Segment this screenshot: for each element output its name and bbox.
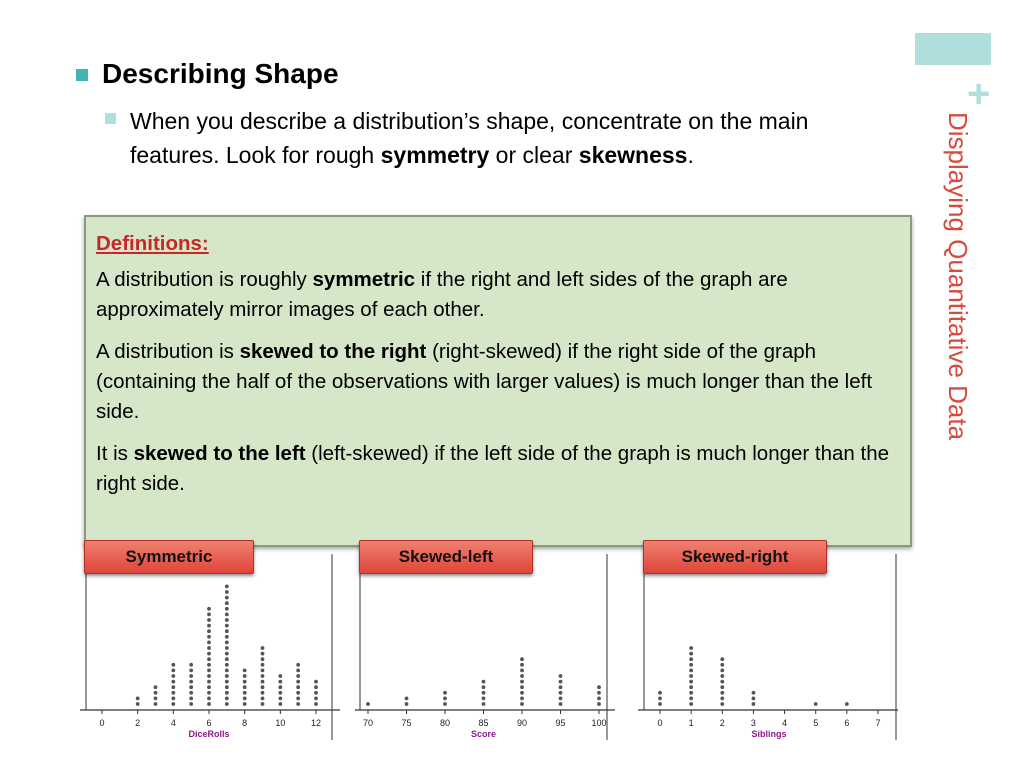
data-dot — [243, 697, 247, 701]
data-dot — [225, 590, 229, 594]
data-dot — [225, 697, 229, 701]
tick-label: 90 — [516, 718, 528, 728]
tick-label: 2 — [719, 718, 725, 728]
tick-label: 0 — [99, 718, 105, 728]
data-dot — [296, 680, 300, 684]
data-dot — [243, 691, 247, 695]
data-dot — [243, 674, 247, 678]
data-dot — [366, 702, 370, 706]
data-dot — [689, 680, 693, 684]
dotplot-siblings — [638, 548, 898, 740]
data-dot — [225, 624, 229, 628]
data-dot — [689, 674, 693, 678]
data-dot — [296, 663, 300, 667]
tick-label: 95 — [555, 718, 566, 728]
data-dot — [689, 663, 693, 667]
data-dot — [520, 663, 524, 667]
data-dot — [296, 669, 300, 673]
data-dot — [261, 674, 265, 678]
data-dot — [689, 685, 693, 689]
data-dot — [752, 697, 756, 701]
data-dot — [171, 685, 175, 689]
data-dot — [296, 691, 300, 695]
data-dot — [720, 691, 724, 695]
data-dot — [278, 702, 282, 706]
data-dot — [689, 646, 693, 650]
data-dot — [189, 680, 193, 684]
data-dot — [171, 669, 175, 673]
data-dot — [814, 702, 818, 706]
def-text: if the right and left sides of the graph are approximately mirror images of each other. — [96, 268, 788, 321]
data-dot — [261, 663, 265, 667]
bullet-text-part: . — [687, 142, 694, 168]
bullet-text-part: or clear — [489, 142, 579, 168]
bullet-text-part: When you describe a distribution’s shape, concentrate on the main features. Look for rough — [130, 108, 809, 168]
x-axis-label: DiceRolls — [188, 729, 230, 739]
data-dot — [482, 697, 486, 701]
data-dot — [720, 674, 724, 678]
data-dot — [520, 669, 524, 673]
data-dot — [207, 629, 211, 633]
data-dot — [207, 618, 211, 622]
tick-label: 7 — [875, 718, 881, 728]
data-dot — [520, 674, 524, 678]
data-dot — [520, 691, 524, 695]
data-dot — [597, 685, 601, 689]
data-dot — [225, 596, 229, 600]
accent-bar — [915, 33, 991, 65]
data-dot — [225, 601, 229, 605]
data-dot — [597, 691, 601, 695]
data-dot — [689, 669, 693, 673]
data-dot — [261, 646, 265, 650]
tick-label: 6 — [206, 718, 212, 728]
data-dot — [261, 702, 265, 706]
def-text: A distribution is roughly — [96, 268, 313, 291]
data-dot — [189, 669, 193, 673]
dotplot-score — [355, 548, 615, 740]
data-dot — [243, 680, 247, 684]
data-dot — [689, 697, 693, 701]
data-dot — [225, 641, 229, 645]
def-text: It is — [96, 442, 134, 465]
data-dot — [207, 607, 211, 611]
data-dot — [225, 646, 229, 650]
data-dot — [189, 685, 193, 689]
data-dot — [171, 702, 175, 706]
data-dot — [207, 657, 211, 661]
data-dot — [207, 691, 211, 695]
definition-skewed-right — [96, 337, 900, 427]
tick-label: 5 — [813, 718, 819, 728]
data-dot — [296, 685, 300, 689]
data-dot — [207, 663, 211, 667]
data-dot — [225, 702, 229, 706]
data-dot — [658, 697, 662, 701]
data-dot — [225, 618, 229, 622]
definitions-box — [84, 215, 912, 547]
tick-label: 10 — [275, 718, 286, 728]
tick-label: 6 — [844, 718, 850, 728]
data-dot — [261, 691, 265, 695]
heading: Describing Shape — [102, 58, 339, 89]
data-dot — [154, 685, 158, 689]
dotplot-svg — [355, 548, 615, 740]
data-dot — [207, 702, 211, 706]
data-dot — [314, 680, 318, 684]
def-text: (left-skewed) if the left side of the graph is much longer than the right side. — [96, 442, 890, 495]
data-dot — [225, 674, 229, 678]
data-dot — [520, 680, 524, 684]
plus-icon: + — [967, 72, 991, 116]
data-dot — [720, 669, 724, 673]
data-dot — [720, 663, 724, 667]
data-dot — [752, 702, 756, 706]
data-dot — [243, 669, 247, 673]
tick-label: 4 — [782, 718, 788, 728]
square-bullet-icon — [76, 69, 88, 81]
data-dot — [189, 697, 193, 701]
tick-label: 0 — [657, 718, 663, 728]
data-dot — [207, 669, 211, 673]
data-dot — [845, 702, 849, 706]
data-dot — [559, 680, 563, 684]
data-dot — [225, 685, 229, 689]
data-dot — [207, 685, 211, 689]
data-dot — [225, 585, 229, 589]
square-bullet-icon — [105, 113, 116, 124]
data-dot — [658, 691, 662, 695]
tick-label: 3 — [750, 718, 756, 728]
data-dot — [296, 697, 300, 701]
data-dot — [520, 702, 524, 706]
def-term: skewed to the right — [239, 340, 427, 363]
x-axis-label: Score — [470, 729, 497, 739]
data-dot — [207, 624, 211, 628]
dotplot-svg — [638, 548, 898, 740]
def-text: (right-skewed) if the right side of the graph (containing the half of the observations with larger values) is much longer than the left side. — [96, 340, 873, 423]
definition-symmetric — [96, 265, 900, 325]
data-dot — [261, 697, 265, 701]
data-dot — [482, 680, 486, 684]
def-term: symmetric — [312, 268, 416, 291]
bullet-text — [130, 104, 885, 172]
data-dot — [189, 674, 193, 678]
data-dot — [482, 691, 486, 695]
tick-label: 75 — [401, 718, 412, 728]
data-dot — [207, 697, 211, 701]
data-dot — [243, 702, 247, 706]
data-dot — [225, 613, 229, 617]
data-dot — [482, 685, 486, 689]
data-dot — [720, 702, 724, 706]
tick-label: 4 — [170, 718, 176, 728]
data-dot — [225, 635, 229, 639]
data-dot — [689, 657, 693, 661]
data-dot — [314, 685, 318, 689]
data-dot — [559, 702, 563, 706]
data-dot — [405, 697, 409, 701]
data-dot — [261, 652, 265, 656]
data-dot — [520, 685, 524, 689]
tick-label: 80 — [439, 718, 451, 728]
data-dot — [314, 702, 318, 706]
data-dot — [171, 663, 175, 667]
data-dot — [225, 663, 229, 667]
bullet-bold-skewness: skewness — [578, 142, 688, 168]
data-dot — [720, 680, 724, 684]
tick-label: 8 — [242, 718, 248, 728]
symmetric-tag: Symmetric — [84, 540, 254, 574]
dotplot-dicerolls — [80, 548, 340, 740]
data-dot — [443, 702, 447, 706]
def-term: skewed to the left — [133, 442, 306, 465]
data-dot — [261, 685, 265, 689]
data-dot — [482, 702, 486, 706]
tick-label: 12 — [310, 718, 322, 728]
section-title: Displaying Quantitative Data — [943, 112, 973, 441]
def-text: A distribution is — [96, 340, 240, 363]
data-dot — [171, 680, 175, 684]
data-dot — [520, 697, 524, 701]
data-dot — [225, 652, 229, 656]
data-dot — [207, 652, 211, 656]
skewed-right-tag: Skewed-right — [643, 540, 827, 574]
x-axis-label: Siblings — [751, 729, 787, 739]
data-dot — [597, 697, 601, 701]
data-dot — [658, 702, 662, 706]
data-dot — [225, 691, 229, 695]
data-dot — [520, 657, 524, 661]
data-dot — [225, 680, 229, 684]
data-dot — [278, 685, 282, 689]
data-dot — [443, 691, 447, 695]
data-dot — [189, 663, 193, 667]
tick-label: 100 — [591, 718, 607, 728]
data-dot — [261, 669, 265, 673]
data-dot — [207, 674, 211, 678]
data-dot — [689, 652, 693, 656]
tick-label: 70 — [362, 718, 374, 728]
bullet-bold-symmetry: symmetry — [380, 142, 490, 168]
data-dot — [154, 697, 158, 701]
data-dot — [278, 674, 282, 678]
tick-label: 1 — [688, 718, 694, 728]
data-dot — [597, 702, 601, 706]
sub-bullet — [105, 104, 885, 172]
data-dot — [296, 702, 300, 706]
data-dot — [278, 680, 282, 684]
data-dot — [189, 702, 193, 706]
heading-bullet — [76, 58, 339, 90]
dotplot-svg — [80, 548, 340, 740]
data-dot — [278, 697, 282, 701]
tick-label: 2 — [135, 718, 141, 728]
definitions-label: Definitions: — [96, 232, 209, 255]
data-dot — [559, 691, 563, 695]
data-dot — [720, 685, 724, 689]
data-dot — [720, 697, 724, 701]
data-dot — [171, 674, 175, 678]
data-dot — [243, 685, 247, 689]
data-dot — [720, 657, 724, 661]
definition-skewed-left — [96, 439, 900, 499]
data-dot — [171, 691, 175, 695]
data-dot — [559, 674, 563, 678]
data-dot — [207, 613, 211, 617]
data-dot — [314, 697, 318, 701]
data-dot — [207, 641, 211, 645]
data-dot — [261, 657, 265, 661]
data-dot — [136, 697, 140, 701]
data-dot — [559, 697, 563, 701]
data-dot — [278, 691, 282, 695]
data-dot — [207, 635, 211, 639]
data-dot — [189, 691, 193, 695]
data-dot — [559, 685, 563, 689]
data-dot — [225, 607, 229, 611]
data-dot — [443, 697, 447, 701]
data-dot — [405, 702, 409, 706]
data-dot — [752, 691, 756, 695]
data-dot — [225, 629, 229, 633]
data-dot — [207, 680, 211, 684]
data-dot — [207, 646, 211, 650]
tick-label: 85 — [478, 718, 489, 728]
data-dot — [154, 691, 158, 695]
data-dot — [314, 691, 318, 695]
data-dot — [154, 702, 158, 706]
data-dot — [225, 657, 229, 661]
data-dot — [171, 697, 175, 701]
data-dot — [225, 669, 229, 673]
skewed-left-tag: Skewed-left — [359, 540, 533, 574]
data-dot — [136, 702, 140, 706]
data-dot — [689, 702, 693, 706]
data-dot — [261, 680, 265, 684]
data-dot — [689, 691, 693, 695]
data-dot — [296, 674, 300, 678]
